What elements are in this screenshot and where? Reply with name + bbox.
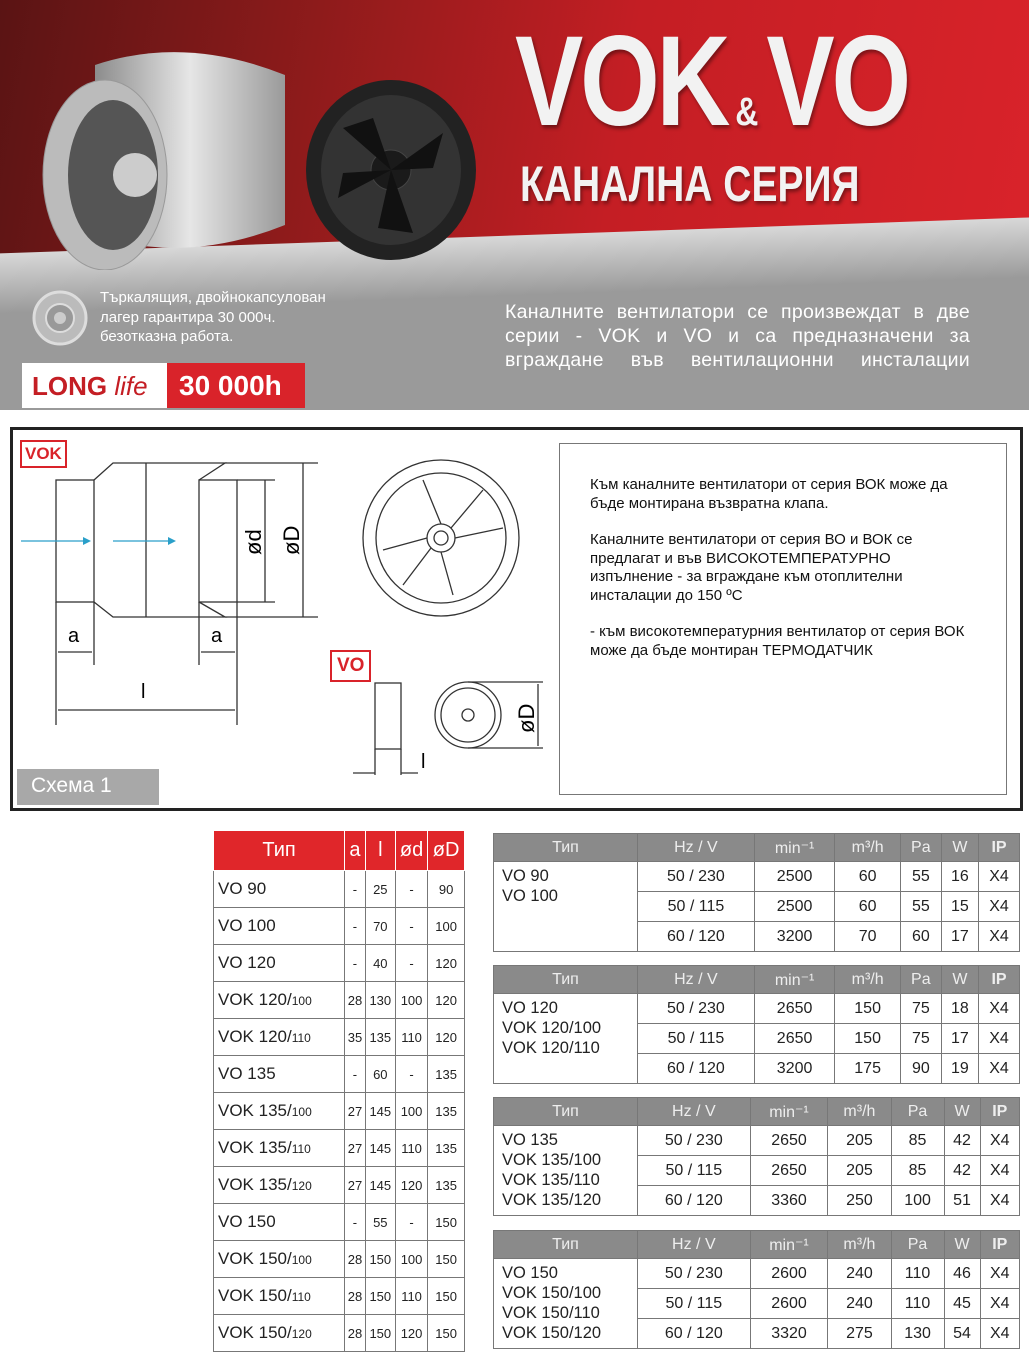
type-cell <box>494 1259 638 1349</box>
value-cell: 28 <box>345 1315 366 1352</box>
longlife-badge <box>22 363 305 408</box>
value-cell: 28 <box>345 1278 366 1315</box>
column-header: min⁻¹ <box>754 966 835 994</box>
value-cell: 120 <box>428 1019 465 1056</box>
schema-drawing <box>13 430 553 810</box>
value-cell: 2500 <box>754 892 835 922</box>
bearing-icon <box>32 290 88 346</box>
type-name: VO 120 <box>218 953 276 972</box>
value-cell: 145 <box>365 1130 395 1167</box>
column-header: a <box>345 831 366 871</box>
value-cell: - <box>395 871 427 908</box>
bearing-text <box>100 288 326 347</box>
column-header: øD <box>428 831 465 871</box>
value-cell: 75 <box>900 994 941 1024</box>
spec-table <box>493 833 1020 952</box>
value-cell: 100 <box>395 1093 427 1130</box>
value-cell: 60 <box>835 892 901 922</box>
table-row <box>494 1259 1020 1289</box>
table-header-row <box>494 1231 1020 1259</box>
longlife-label <box>22 363 167 408</box>
column-header: Pa <box>900 966 941 994</box>
value-cell: 60 <box>835 862 901 892</box>
value-cell: X4 <box>980 1126 1019 1156</box>
value-cell: - <box>395 1204 427 1241</box>
column-header: W <box>941 834 978 862</box>
type-subsize: 100 <box>291 1253 312 1267</box>
value-cell: 15 <box>941 892 978 922</box>
product-title <box>515 10 908 153</box>
longlife-hours: 30 000h <box>167 363 305 408</box>
value-cell: 110 <box>395 1278 427 1315</box>
column-header: Hz / V <box>638 966 755 994</box>
value-cell: X4 <box>980 1156 1019 1186</box>
value-cell: - <box>345 1204 366 1241</box>
type-cell <box>494 994 638 1084</box>
table-row <box>214 1056 465 1093</box>
table-row <box>214 1278 465 1315</box>
value-cell: 175 <box>835 1054 901 1084</box>
value-cell: 2650 <box>750 1126 828 1156</box>
column-header: IP <box>980 1231 1019 1259</box>
value-cell: 19 <box>941 1054 978 1084</box>
table-row <box>214 1167 465 1204</box>
type-name: VO 150 <box>502 1264 558 1282</box>
type-name: VOK 150/ <box>218 1249 292 1268</box>
value-cell: 240 <box>828 1289 891 1319</box>
dim-l-vok: l <box>141 681 146 703</box>
type-cell <box>214 871 345 908</box>
value-cell: 205 <box>828 1126 891 1156</box>
column-header: l <box>365 831 395 871</box>
type-name: VO 90 <box>502 867 549 885</box>
value-cell: 150 <box>428 1278 465 1315</box>
value-cell: 17 <box>941 1024 978 1054</box>
table-header-row <box>494 834 1020 862</box>
value-cell: 55 <box>900 892 941 922</box>
table-header-row <box>494 1098 1020 1126</box>
value-cell: 51 <box>944 1186 980 1216</box>
value-cell: 2650 <box>750 1156 828 1186</box>
column-header: m³/h <box>828 1098 891 1126</box>
value-cell: 110 <box>891 1289 944 1319</box>
info-paragraph: - към високотемпературния вентилатор от серия ВОК може да бъде монтиран ТЕРМОДАТЧИК <box>590 623 965 659</box>
table-row <box>214 1130 465 1167</box>
table-row <box>214 1204 465 1241</box>
type-name: VO 90 <box>218 879 267 898</box>
value-cell: 50 / 230 <box>638 1126 751 1156</box>
header-banner <box>0 0 1029 410</box>
info-paragraph: Каналните вентилатори от серия ВО и ВОК се предлагат и във ВИСОКОТЕМПЕРАТУРНО изпълнение - за вграждане към отоплителни инсталации до 150 ºC <box>590 531 913 604</box>
value-cell: 60 / 120 <box>638 1319 751 1349</box>
type-cell <box>214 945 345 982</box>
table-row <box>494 994 1020 1024</box>
value-cell: 54 <box>944 1319 980 1349</box>
type-name: VOK 150/120 <box>502 1324 602 1342</box>
spec-table <box>493 1230 1020 1349</box>
type-cell <box>214 982 345 1019</box>
value-cell: 85 <box>891 1126 944 1156</box>
bearing-line: Търкалящия, двойнокапсулован <box>100 289 326 306</box>
spec-table <box>493 1097 1020 1216</box>
value-cell: 85 <box>891 1156 944 1186</box>
value-cell: 150 <box>365 1241 395 1278</box>
value-cell: 150 <box>428 1315 465 1352</box>
value-cell: 2500 <box>754 862 835 892</box>
type-name: VOK 135/110 <box>502 1171 600 1189</box>
table-row <box>214 1093 465 1130</box>
value-cell: 240 <box>828 1259 891 1289</box>
dimensions-table <box>213 830 465 1352</box>
value-cell: 130 <box>891 1319 944 1349</box>
bearing-line: безотказна работа. <box>100 328 234 345</box>
value-cell: 3360 <box>750 1186 828 1216</box>
value-cell: 60 / 120 <box>638 922 755 952</box>
value-cell: 135 <box>428 1130 465 1167</box>
column-header: W <box>944 1098 980 1126</box>
value-cell: X4 <box>979 862 1020 892</box>
value-cell: X4 <box>979 1054 1020 1084</box>
column-header: Тип <box>494 966 638 994</box>
table-row <box>494 862 1020 892</box>
value-cell: X4 <box>980 1289 1019 1319</box>
value-cell: 2600 <box>750 1289 828 1319</box>
value-cell: 150 <box>835 994 901 1024</box>
value-cell: 28 <box>345 1241 366 1278</box>
value-cell: 25 <box>365 871 395 908</box>
value-cell: - <box>395 945 427 982</box>
column-header: ød <box>395 831 427 871</box>
schema-panel <box>10 427 1023 811</box>
type-name: VOK 150/ <box>218 1323 292 1342</box>
value-cell: 18 <box>941 994 978 1024</box>
value-cell: 60 / 120 <box>638 1054 755 1084</box>
value-cell: 150 <box>835 1024 901 1054</box>
value-cell: 42 <box>944 1126 980 1156</box>
value-cell: X4 <box>979 892 1020 922</box>
column-header: Тип <box>214 831 345 871</box>
value-cell: 100 <box>891 1186 944 1216</box>
value-cell: 120 <box>428 982 465 1019</box>
type-cell <box>214 1241 345 1278</box>
value-cell: 60 <box>365 1056 395 1093</box>
value-cell: X4 <box>979 1024 1020 1054</box>
column-header: m³/h <box>835 834 901 862</box>
value-cell: - <box>345 945 366 982</box>
value-cell: 50 / 115 <box>638 1156 751 1186</box>
value-cell: - <box>395 1056 427 1093</box>
value-cell: - <box>345 871 366 908</box>
value-cell: 3320 <box>750 1319 828 1349</box>
value-cell: 42 <box>944 1156 980 1186</box>
type-subsize: 110 <box>291 1142 311 1156</box>
column-header: IP <box>980 1098 1019 1126</box>
value-cell: 205 <box>828 1156 891 1186</box>
value-cell: 50 / 115 <box>638 1289 751 1319</box>
type-cell <box>214 1019 345 1056</box>
value-cell: X4 <box>980 1259 1019 1289</box>
type-name: VOK 120/ <box>218 990 292 1009</box>
value-cell: 35 <box>345 1019 366 1056</box>
dim-D-vok: øD <box>279 525 304 555</box>
bearing-line: лагер гарантира 30 000ч. <box>100 308 276 326</box>
vok-tag: VOK <box>20 440 67 468</box>
column-header: IP <box>979 834 1020 862</box>
title-vok: VOK <box>515 10 728 153</box>
value-cell: X4 <box>980 1319 1019 1349</box>
column-header: m³/h <box>835 966 901 994</box>
value-cell: 90 <box>428 871 465 908</box>
type-name: VOK 150/100 <box>502 1284 602 1302</box>
value-cell: X4 <box>979 994 1020 1024</box>
value-cell: 40 <box>365 945 395 982</box>
value-cell: 50 / 115 <box>638 1024 755 1054</box>
type-name: VOK 135/ <box>218 1175 292 1194</box>
value-cell: 2650 <box>754 1024 835 1054</box>
value-cell: 28 <box>345 982 366 1019</box>
column-header: Тип <box>494 834 638 862</box>
value-cell: 50 / 115 <box>638 892 755 922</box>
type-name: VO 135 <box>502 1131 558 1149</box>
column-header: Pa <box>900 834 941 862</box>
column-header: Тип <box>494 1231 638 1259</box>
table-row <box>214 1241 465 1278</box>
value-cell: 90 <box>900 1054 941 1084</box>
column-header: min⁻¹ <box>754 834 835 862</box>
table-row <box>494 1126 1020 1156</box>
value-cell: 100 <box>395 982 427 1019</box>
column-header: W <box>941 966 978 994</box>
value-cell: 100 <box>428 908 465 945</box>
type-subsize: 100 <box>291 994 312 1008</box>
dim-l-vo: l <box>421 751 426 773</box>
type-name: VO 150 <box>218 1212 276 1231</box>
vok-fan-photo <box>35 35 315 270</box>
type-name: VOK 120/100 <box>502 1019 602 1037</box>
value-cell: 120 <box>395 1167 427 1204</box>
type-cell <box>494 862 638 952</box>
value-cell: 135 <box>428 1093 465 1130</box>
column-header: W <box>944 1231 980 1259</box>
value-cell: 3200 <box>754 1054 835 1084</box>
type-name: VOK 135/100 <box>502 1151 602 1169</box>
dim-d-vok: ød <box>241 529 266 555</box>
spec-table <box>493 965 1020 1084</box>
table-row <box>214 1315 465 1352</box>
value-cell: 50 / 230 <box>638 994 755 1024</box>
value-cell: 150 <box>428 1241 465 1278</box>
vo-fan-photo <box>303 78 478 263</box>
info-box <box>559 443 1007 795</box>
value-cell: X4 <box>979 922 1020 952</box>
type-cell <box>214 1056 345 1093</box>
value-cell: 135 <box>365 1019 395 1056</box>
value-cell: 100 <box>395 1241 427 1278</box>
type-cell <box>214 908 345 945</box>
column-header: Hz / V <box>638 1231 751 1259</box>
column-header: m³/h <box>828 1231 891 1259</box>
table-header-row <box>494 966 1020 994</box>
value-cell: 3200 <box>754 922 835 952</box>
type-cell <box>494 1126 638 1216</box>
title-amp: & <box>735 90 759 134</box>
dim-a-vok-left: a <box>68 625 80 647</box>
type-subsize: 120 <box>291 1327 312 1341</box>
value-cell: 150 <box>365 1315 395 1352</box>
longlife-life: life <box>114 371 148 401</box>
title-vo: VO <box>766 10 908 153</box>
product-subtitle: КАНАЛНА СЕРИЯ <box>520 156 860 212</box>
type-subsize: 120 <box>291 1179 312 1193</box>
type-cell <box>214 1204 345 1241</box>
column-header: Pa <box>891 1098 944 1126</box>
info-paragraph: Към каналните вентилатори от серия ВОК може да бъде монтирана възвратна клапа. <box>590 476 948 512</box>
value-cell: 145 <box>365 1167 395 1204</box>
value-cell: - <box>345 908 366 945</box>
value-cell: 46 <box>944 1259 980 1289</box>
value-cell: - <box>345 1056 366 1093</box>
dim-D-vo: øD <box>514 703 539 733</box>
value-cell: 120 <box>428 945 465 982</box>
value-cell: 50 / 230 <box>638 862 755 892</box>
column-header: IP <box>979 966 1020 994</box>
type-name: VO 100 <box>502 887 558 905</box>
value-cell: 2600 <box>750 1259 828 1289</box>
value-cell: 275 <box>828 1319 891 1349</box>
table-row <box>214 908 465 945</box>
type-cell <box>214 1093 345 1130</box>
value-cell: 60 <box>900 922 941 952</box>
type-name: VO 120 <box>502 999 558 1017</box>
longlife-word: LONG <box>32 371 108 401</box>
table-row <box>214 945 465 982</box>
type-cell <box>214 1278 345 1315</box>
value-cell: 120 <box>395 1315 427 1352</box>
vo-tag: VO <box>330 650 371 682</box>
table-header-row <box>214 831 465 871</box>
value-cell: 110 <box>395 1130 427 1167</box>
value-cell: 110 <box>395 1019 427 1056</box>
value-cell: 135 <box>428 1056 465 1093</box>
column-header: min⁻¹ <box>750 1098 828 1126</box>
value-cell: 145 <box>365 1093 395 1130</box>
series-description: Каналните вентилатори се произвеждат в две серии - VOK и VO и са предназначени за вграждане във вентилационни инсталации <box>505 301 970 371</box>
type-subsize: 110 <box>291 1031 311 1045</box>
type-cell <box>214 1315 345 1352</box>
column-header: Pa <box>891 1231 944 1259</box>
type-name: VOK 120/ <box>218 1027 292 1046</box>
value-cell: 150 <box>428 1204 465 1241</box>
column-header: Тип <box>494 1098 638 1126</box>
value-cell: 55 <box>900 862 941 892</box>
type-name: VOK 135/120 <box>502 1191 602 1209</box>
value-cell: 60 / 120 <box>638 1186 751 1216</box>
type-name: VOK 135/ <box>218 1138 292 1157</box>
table-row <box>214 1019 465 1056</box>
type-name: VOK 150/110 <box>502 1304 600 1322</box>
column-header: min⁻¹ <box>750 1231 828 1259</box>
type-cell <box>214 1130 345 1167</box>
type-name: VOK 150/ <box>218 1286 292 1305</box>
value-cell: 27 <box>345 1167 366 1204</box>
value-cell: 27 <box>345 1093 366 1130</box>
column-header: Hz / V <box>638 834 755 862</box>
type-name: VO 100 <box>218 916 276 935</box>
table-row <box>214 982 465 1019</box>
value-cell: 45 <box>944 1289 980 1319</box>
schema-label: Схема 1 <box>17 769 159 805</box>
dim-a-vok-right: a <box>211 625 223 647</box>
type-name: VO 135 <box>218 1064 276 1083</box>
value-cell: 2650 <box>754 994 835 1024</box>
value-cell: 16 <box>941 862 978 892</box>
value-cell: 27 <box>345 1130 366 1167</box>
value-cell: 250 <box>828 1186 891 1216</box>
value-cell: 50 / 230 <box>638 1259 751 1289</box>
value-cell: - <box>395 908 427 945</box>
value-cell: 75 <box>900 1024 941 1054</box>
value-cell: X4 <box>980 1186 1019 1216</box>
value-cell: 150 <box>365 1278 395 1315</box>
column-header: Hz / V <box>638 1098 751 1126</box>
type-subsize: 110 <box>291 1290 311 1304</box>
value-cell: 135 <box>428 1167 465 1204</box>
value-cell: 70 <box>365 908 395 945</box>
value-cell: 130 <box>365 982 395 1019</box>
type-cell <box>214 1167 345 1204</box>
type-subsize: 100 <box>291 1105 312 1119</box>
type-name: VOK 120/110 <box>502 1039 600 1057</box>
value-cell: 70 <box>835 922 901 952</box>
value-cell: 55 <box>365 1204 395 1241</box>
value-cell: 110 <box>891 1259 944 1289</box>
type-name: VOK 135/ <box>218 1101 292 1120</box>
table-row <box>214 871 465 908</box>
value-cell: 17 <box>941 922 978 952</box>
